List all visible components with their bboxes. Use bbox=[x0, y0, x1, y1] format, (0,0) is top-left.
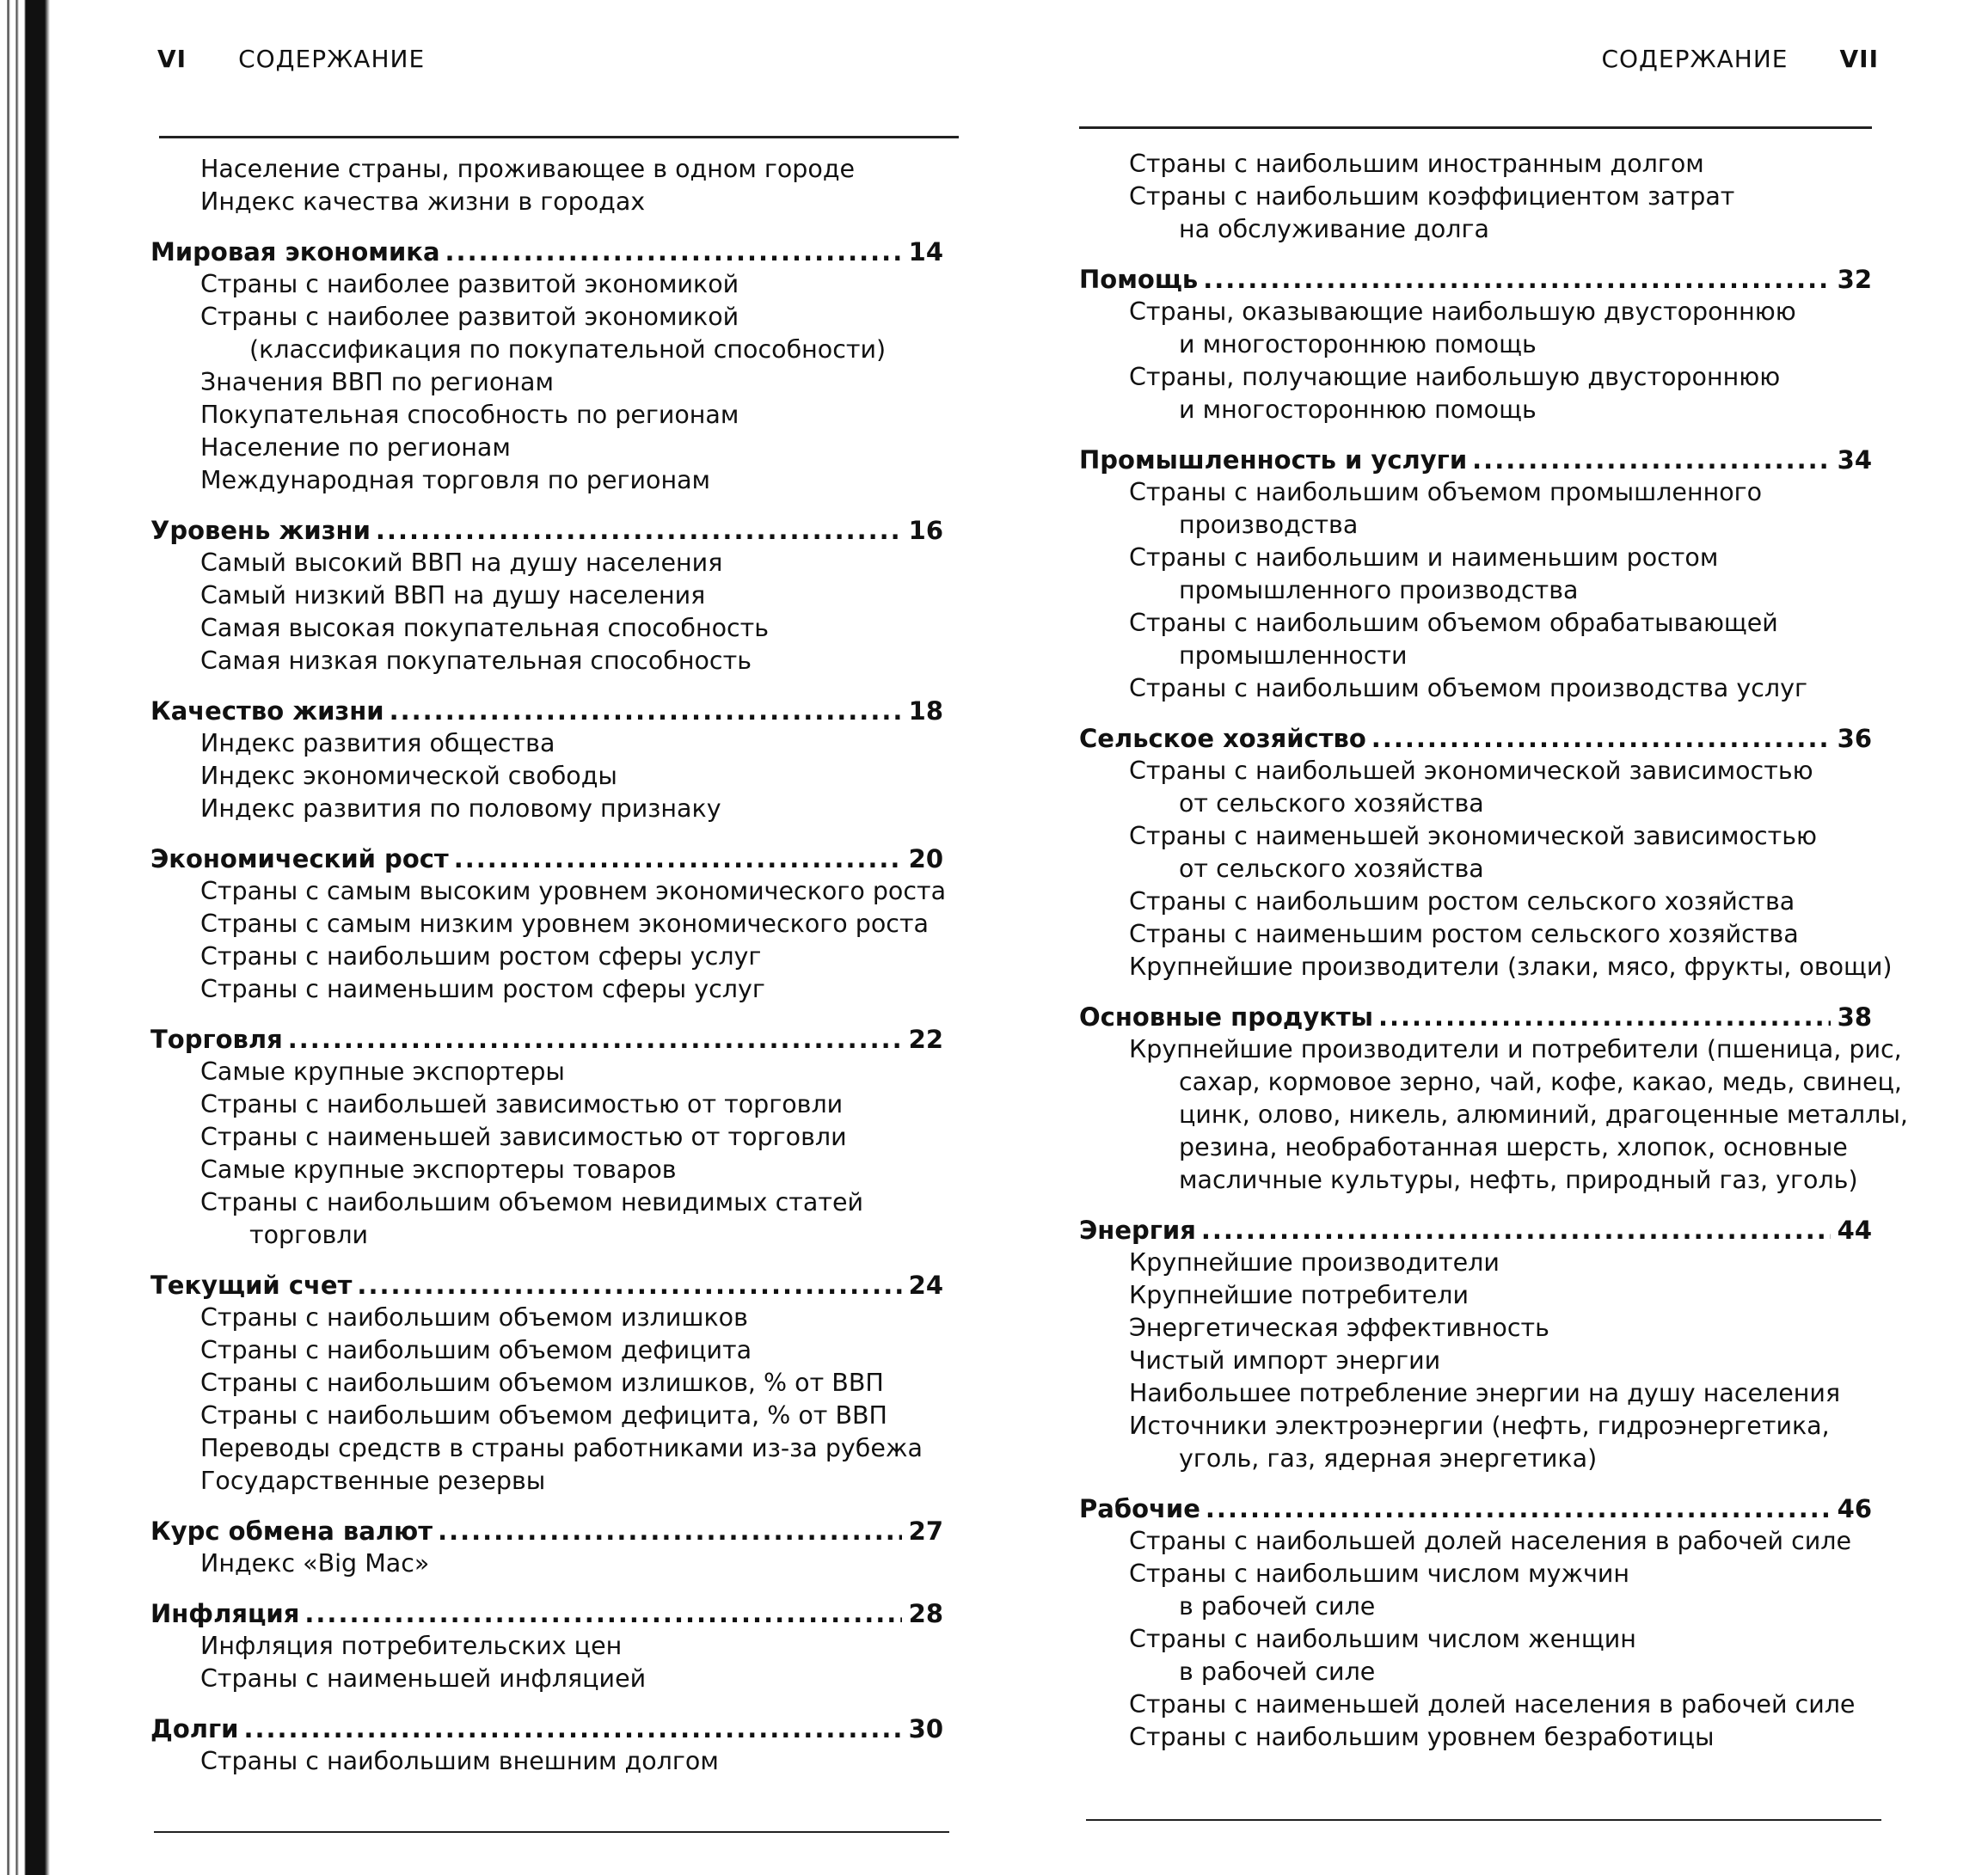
right-intro-block bbox=[1079, 148, 1872, 246]
toc-section-heading bbox=[1079, 444, 1872, 476]
toc-subitem: Страны с наименьшим ростом сельского хозяйства bbox=[1129, 920, 1799, 948]
toc-section-heading bbox=[150, 236, 943, 268]
toc-subitem: Страны с наименьшей долей населения в рабочей силе bbox=[1129, 1690, 1856, 1719]
toc-subitem: Страны, оказывающие наибольшую двустороннюю bbox=[1129, 297, 1796, 326]
right-running-head-title: СОДЕРЖАНИЕ bbox=[1601, 45, 1789, 73]
toc-subitem: Страны с наибольшим внешним долгом bbox=[200, 1747, 719, 1775]
toc-subitem: промышленного производства bbox=[1179, 576, 1579, 604]
toc-subitem: уголь, газ, ядерная энергетика) bbox=[1179, 1444, 1598, 1473]
toc-subitem: производства bbox=[1179, 511, 1359, 539]
toc-subitem: Самая высокая покупательная способность bbox=[200, 614, 770, 642]
toc-subitem: и многостороннюю помощь bbox=[1179, 330, 1537, 358]
toc-section-heading bbox=[150, 695, 943, 727]
toc-section-title: Основные продукты bbox=[1079, 1002, 1373, 1032]
toc-leader-dots bbox=[438, 1515, 902, 1547]
toc-subitem: Страны с наибольшим объемом промышленного bbox=[1129, 478, 1763, 506]
toc-section-title: Качество жизни bbox=[150, 696, 384, 726]
toc-leader-dots bbox=[390, 695, 902, 727]
toc-subitem: Самый высокий ВВП на душу населения bbox=[200, 548, 723, 577]
toc-subitem: сахар, кормовое зерно, чай, кофе, какао, медь, свинец, bbox=[1179, 1068, 1902, 1096]
toc-leader-dots bbox=[454, 843, 902, 875]
toc-subitem: Индекс развития общества bbox=[200, 729, 555, 757]
toc-subitem: Страны с наиболее развитой экономикой bbox=[200, 270, 739, 298]
toc-subitem: от сельского хозяйства bbox=[1179, 789, 1484, 818]
toc-leader-dots bbox=[1371, 722, 1831, 755]
toc-subitem: цинк, олово, никель, алюминий, драгоценные металлы, bbox=[1179, 1100, 1908, 1129]
toc-leader-dots bbox=[357, 1269, 901, 1302]
toc-section-heading bbox=[1079, 263, 1872, 296]
toc-subitem: Страны с наибольшим объемом дефицита, % от ВВП bbox=[200, 1401, 887, 1430]
left-toc bbox=[150, 153, 947, 1795]
toc-subitem: Страны с наибольшим объемом излишков, % от ВВП bbox=[200, 1369, 884, 1397]
toc-subitem: Индекс экономической свободы bbox=[200, 762, 617, 790]
toc-subitem: в рабочей силе bbox=[1179, 1592, 1376, 1621]
toc-page-number: 20 bbox=[908, 844, 943, 873]
toc-subitem: Страны с наибольшим объемом производства услуг bbox=[1129, 674, 1807, 702]
toc-subitem: Население по регионам bbox=[200, 433, 511, 462]
toc-subitem: Чистый импорт энергии bbox=[1129, 1346, 1441, 1375]
right-folio: VII bbox=[1839, 45, 1879, 73]
toc-subitem: Самые крупные экспортеры bbox=[200, 1057, 565, 1086]
toc-subitem: промышленности bbox=[1179, 641, 1408, 670]
toc-subitem: Страны с наименьшей экономической зависимостью bbox=[1129, 822, 1818, 850]
toc-subitem: Крупнейшие потребители bbox=[1129, 1281, 1469, 1309]
left-running-head-title: СОДЕРЖАНИЕ bbox=[238, 45, 426, 73]
toc-section-heading bbox=[1079, 722, 1872, 755]
toc-subitem: Инфляция потребительских цен bbox=[200, 1632, 623, 1660]
toc-section-heading bbox=[1079, 1492, 1872, 1525]
toc-page-number: 44 bbox=[1837, 1216, 1872, 1245]
toc-subitem: Страны с наибольшим числом мужчин bbox=[1129, 1559, 1630, 1588]
toc-page-number: 30 bbox=[908, 1714, 943, 1743]
toc-subitem: Самые крупные экспортеры товаров bbox=[200, 1155, 677, 1184]
toc-section-title: Помощь bbox=[1079, 265, 1199, 294]
toc-section-heading bbox=[1079, 1001, 1872, 1033]
toc-subitem: Страны с наименьшей зависимостью от торговли bbox=[200, 1123, 847, 1151]
toc-subitem: (классификация по покупательной способности) bbox=[249, 335, 887, 364]
toc-section-heading bbox=[150, 1023, 943, 1056]
toc-subitem: Государственные резервы bbox=[200, 1467, 546, 1495]
toc-subitem: Страны с наибольшим ростом сельского хозяйства bbox=[1129, 887, 1795, 916]
toc-section-heading bbox=[150, 843, 943, 875]
toc-leader-dots bbox=[1203, 263, 1830, 296]
toc-subitem: Страны с наибольшей долей населения в рабочей силе bbox=[1129, 1527, 1852, 1555]
toc-subitem: Страны с наибольшим иностранным долгом bbox=[1129, 150, 1704, 178]
toc-section bbox=[150, 236, 943, 497]
toc-section bbox=[150, 514, 943, 677]
toc-subitem: Страны с наименьшей инфляцией bbox=[200, 1664, 647, 1693]
toc-subitem: Крупнейшие производители (злаки, мясо, фрукты, овощи) bbox=[1129, 953, 1893, 981]
toc-subitem: Страны с самым низким уровнем экономического роста bbox=[200, 910, 930, 938]
toc-subitem: Страны с наибольшим ростом сферы услуг bbox=[200, 942, 762, 971]
toc-subitem: Страны с наибольшей экономической зависимостью bbox=[1129, 757, 1813, 785]
toc-subitem: Международная торговля по регионам bbox=[200, 466, 711, 494]
toc-subitem: Покупательная способность по регионам bbox=[200, 401, 739, 429]
toc-page-number: 16 bbox=[908, 516, 943, 545]
toc-section-heading bbox=[150, 514, 943, 547]
toc-section bbox=[150, 1713, 943, 1778]
toc-page-number: 18 bbox=[908, 696, 943, 726]
left-intro-block bbox=[150, 153, 943, 218]
toc-section bbox=[1079, 263, 1872, 426]
toc-section-heading bbox=[150, 1713, 943, 1745]
toc-subitem: от сельского хозяйства bbox=[1179, 855, 1484, 883]
toc-subitem: и многостороннюю помощь bbox=[1179, 395, 1537, 424]
toc-section-title: Долги bbox=[150, 1714, 239, 1743]
toc-section-title: Текущий счет bbox=[150, 1271, 353, 1300]
toc-subitem: Крупнейшие производители bbox=[1129, 1248, 1500, 1277]
toc-subitem: Индекс «Big Mac» bbox=[200, 1549, 430, 1578]
toc-subitem: Страны с наибольшим объемом излишков bbox=[200, 1303, 748, 1332]
left-bottom-rule bbox=[154, 1831, 949, 1833]
right-bottom-rule bbox=[1086, 1819, 1881, 1821]
toc-section-title: Энергия bbox=[1079, 1216, 1196, 1245]
toc-leader-dots bbox=[288, 1023, 902, 1056]
toc-section bbox=[150, 843, 947, 1006]
toc-page-number: 27 bbox=[908, 1517, 943, 1546]
toc-subitem: Страны с наибольшим и наименьшим ростом bbox=[1129, 543, 1719, 572]
toc-subitem: Страны с наибольшей зависимостью от торговли bbox=[200, 1090, 844, 1118]
right-top-rule bbox=[1079, 126, 1872, 129]
toc-section bbox=[150, 1269, 943, 1498]
toc-subitem: Наибольшее потребление энергии на душу населения bbox=[1129, 1379, 1841, 1407]
toc-page-number: 46 bbox=[1837, 1494, 1872, 1523]
toc-leader-dots bbox=[376, 514, 902, 547]
toc-subitem: в рабочей силе bbox=[1179, 1657, 1376, 1686]
toc-subitem: Индекс качества жизни в городах bbox=[200, 187, 646, 216]
toc-section-title: Экономический рост bbox=[150, 844, 449, 873]
toc-subitem: Страны с наиболее развитой экономикой bbox=[200, 303, 739, 331]
right-toc bbox=[1079, 148, 1908, 1771]
toc-subitem: Переводы средств в страны работниками из-за рубежа bbox=[200, 1434, 923, 1462]
toc-section bbox=[1079, 1001, 1908, 1197]
toc-page-number: 36 bbox=[1837, 724, 1872, 753]
toc-section-title: Промышленность и услуги bbox=[1079, 445, 1468, 475]
toc-section-heading bbox=[150, 1597, 943, 1630]
left-running-head bbox=[157, 45, 425, 73]
toc-subitem: Самая низкая покупательная способность bbox=[200, 646, 752, 675]
toc-subitem: Источники электроэнергии (нефть, гидроэнергетика, bbox=[1129, 1412, 1830, 1440]
toc-subitem: Страны с наибольшим объемом обрабатывающей bbox=[1129, 609, 1778, 637]
toc-subitem: Страны, получающие наибольшую двустороннюю bbox=[1129, 363, 1781, 391]
toc-subitem: Индекс развития по половому признаку bbox=[200, 794, 721, 823]
toc-section bbox=[1079, 1492, 1872, 1754]
toc-section-title: Рабочие bbox=[1079, 1494, 1200, 1523]
toc-subitem: масличные культуры, нефть, природный газ, уголь) bbox=[1179, 1166, 1858, 1194]
toc-section bbox=[1079, 444, 1872, 705]
toc-section bbox=[150, 1597, 943, 1695]
toc-leader-dots bbox=[1378, 1001, 1831, 1033]
toc-leader-dots bbox=[445, 236, 902, 268]
toc-section-heading bbox=[150, 1515, 943, 1547]
toc-subitem: резина, необработанная шерсть, хлопок, основные bbox=[1179, 1133, 1848, 1161]
toc-section-title: Уровень жизни bbox=[150, 516, 371, 545]
toc-section-title: Курс обмена валют bbox=[150, 1517, 433, 1546]
right-running-head bbox=[1601, 45, 1879, 73]
toc-section-title: Сельское хозяйство bbox=[1079, 724, 1366, 753]
toc-subitem: Население страны, проживающее в одном городе bbox=[200, 155, 856, 183]
book-binding-shadow bbox=[0, 0, 50, 1875]
toc-subitem: Значения ВВП по регионам bbox=[200, 368, 554, 396]
toc-subitem: Страны с наибольшим уровнем безработицы bbox=[1129, 1723, 1715, 1751]
toc-page-number: 24 bbox=[908, 1271, 943, 1300]
toc-leader-dots bbox=[1206, 1492, 1831, 1525]
toc-page-number: 34 bbox=[1837, 445, 1872, 475]
toc-leader-dots bbox=[243, 1713, 901, 1745]
toc-section-title: Торговля bbox=[150, 1025, 283, 1054]
toc-subitem: Крупнейшие производители и потребители (пшеница, рис, bbox=[1129, 1035, 1902, 1063]
toc-section bbox=[150, 1515, 943, 1580]
toc-section bbox=[150, 1023, 943, 1252]
toc-subitem: Страны с самым высоким уровнем экономического роста bbox=[200, 877, 947, 905]
toc-subitem: на обслуживание долга bbox=[1179, 215, 1489, 243]
left-folio: VI bbox=[157, 45, 187, 73]
toc-page-number: 38 bbox=[1837, 1002, 1872, 1032]
toc-subitem: Самый низкий ВВП на душу населения bbox=[200, 581, 706, 610]
toc-subitem: Страны с наибольшим числом женщин bbox=[1129, 1625, 1636, 1653]
toc-section-title: Инфляция bbox=[150, 1599, 300, 1628]
toc-leader-dots bbox=[304, 1597, 901, 1630]
toc-subitem: Страны с наибольшим объемом дефицита bbox=[200, 1336, 752, 1364]
toc-subitem: торговли bbox=[249, 1221, 369, 1249]
toc-page-number: 14 bbox=[908, 237, 943, 267]
toc-page-number: 22 bbox=[908, 1025, 943, 1054]
toc-section-title: Мировая экономика bbox=[150, 237, 440, 267]
toc-leader-dots bbox=[1472, 444, 1830, 476]
toc-subitem: Страны с наибольшим коэффициентом затрат bbox=[1129, 182, 1735, 211]
toc-section bbox=[150, 695, 943, 825]
toc-subitem: Страны с наименьшим ростом сферы услуг bbox=[200, 975, 765, 1003]
toc-section bbox=[1079, 722, 1893, 983]
toc-page-number: 28 bbox=[908, 1599, 943, 1628]
left-top-rule bbox=[159, 136, 959, 138]
toc-subitem: Энергетическая эффективность bbox=[1129, 1314, 1549, 1342]
toc-section bbox=[1079, 1214, 1872, 1475]
toc-subitem: Страны с наибольшим объемом невидимых статей bbox=[200, 1188, 864, 1216]
toc-section-heading bbox=[150, 1269, 943, 1302]
toc-section-heading bbox=[1079, 1214, 1872, 1247]
toc-leader-dots bbox=[1201, 1214, 1831, 1247]
toc-page-number: 32 bbox=[1837, 265, 1872, 294]
